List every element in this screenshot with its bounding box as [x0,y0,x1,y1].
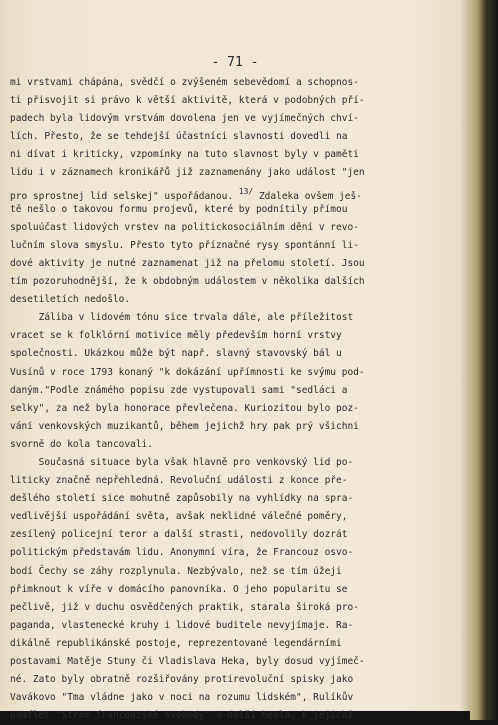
text-line: ti přisvojit si právo k větší aktivitě, která v podobných pří- [10,95,365,107]
text-line: dešlého století sice mohutně zapůsobily na vyhlídky na spra- [10,493,354,505]
text-line: přimknout k víře v domácího panovníka. O jeho popularitu se [10,583,348,595]
text-line: postavami Matěje Stuny či Vladislava Heka, byly dosud vyjímeč- [10,656,365,667]
text-line: zesílený policejní teror a další strasti, nedovolily dozrát [10,529,348,541]
text-line: dikálně republikánské postoje, reprezentované legendárními [10,637,342,649]
text-line: lidu i v záznamech kronikářů již zaznamenány jako událost "jen [10,167,365,179]
text-line: vedlivější uspořádání světa, avšak neklidné válečné poměry, [10,511,348,523]
text-line: spoluúčast lidových vrstev na politickosociálním dění v revo- [10,221,359,233]
text-line: tím pozoruhodnější, že k obdobným událostem v několika dalších [10,276,365,288]
text-line: Současná situace byla však hlavně pro venkovský lid po- [10,456,354,468]
text-line: desetiletích nedošlo. [10,294,131,306]
text-line: bodí Čechy se záhy rozplynula. Nezbývalo, než se tím úžeji [10,565,342,577]
text-line: vání venkovských muzikantů, během jejichž hry pak prý všichni [10,420,359,432]
text-line: Vavákovo "Tma vládne jako v noci na rozumu lidském", Rulíkův [10,692,354,704]
footnote-reference: 13/ [238,186,254,196]
text-line: ni dívat i kriticky, vzpomínky na tuto slavnost byly v paměti [10,149,359,161]
text-line: lučním slova smyslu. Přesto tyto příznačné rysy spontánní li- [10,239,359,251]
text-line: mi vrstvami chápána, svědčí o zvýšeném sebevědomí a schopnos- [10,77,359,88]
text-line: liticky značně nepřehledná. Revoluční události z konce pře- [10,475,348,487]
text-line: pro sprostnej lid selskej" uspořádanou. $^{13/}$ Zdaleka ovšem ješ- [10,186,362,202]
page-number-header: - 71 - [211,55,259,70]
text-line: dové aktivity je nutné zaznamenat již na přelomu století. Jsou [10,257,365,269]
text-line: padech byla lidovým vrstvám dovolena jen ve vyjímečných chví- [10,113,359,125]
text-line: selky", za než byla honorace převlečena. Kuriozitou bylo poz- [10,402,359,414]
text-line: paganda, vlastenecké kruhy i lidové buditele nevyjímaje. Ra- [10,619,354,631]
text-line: pečlivě, již v duchu osvědčených praktik, starala široká pro- [10,601,359,613]
text-line: tě nešlo o takovou formu projevů, které by podnítily přímou [10,203,348,215]
book-spine [470,0,498,720]
text-line: lích. Přesto, že se tehdejší účastníci slavnosti dovedli na [10,131,348,143]
text-line: daným."Podle známého popisu zde vystupovali sami "sedláci a [10,384,348,396]
body-text [10,74,465,725]
text-line: společnosti. Ukázkou může být např. slavný stavovský bál u [10,348,342,360]
text-line: svorně do kola tancovali. [10,438,153,450]
text-line: politickým představám lidu. Anonymní víra, že Francouz osvo- [10,547,354,559]
text-line: Vusínů v roce 1793 konaný "k dokázání upřímnosti ke svýmu pod- [10,366,365,378]
text-line: pamflet "Strom francouzské svobody" a další hesla, k jejichž [10,710,354,722]
text-line: vracet se k folklórní motivice měly především horní vrstvy [10,330,342,342]
text-line: Záliba v lidovém tónu sice trvala dále, ale příležitost [10,312,354,324]
text-line: né. Zato byly obratně rozšiřovány protirevoluční spisky jako [10,674,354,686]
